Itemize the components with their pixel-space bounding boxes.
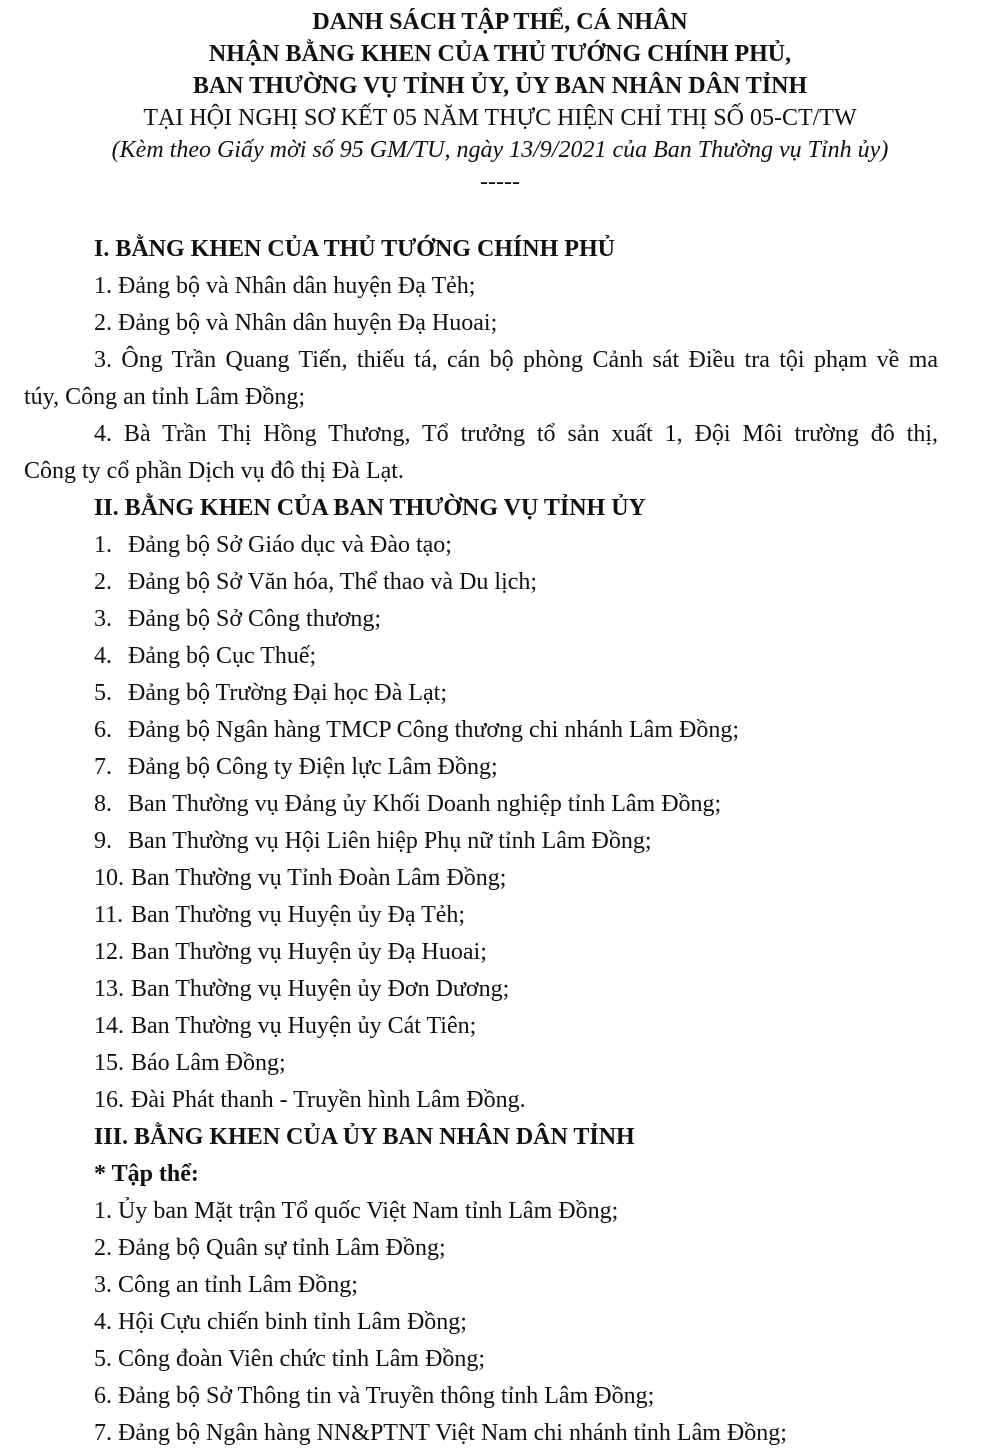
list-text: Đảng bộ Ngân hàng TMCP Công thương chi nhánh Lâm Đồng; bbox=[128, 717, 739, 743]
section-3-subtitle: * Tập thể: bbox=[94, 1161, 199, 1187]
list-text: Đảng bộ Trường Đại học Đà Lạt; bbox=[128, 680, 447, 706]
section-2-item bbox=[94, 789, 721, 819]
section-2-item bbox=[94, 974, 509, 1004]
section-1-title: I. BẰNG KHEN CỦA THỦ TƯỚNG CHÍNH PHỦ bbox=[94, 236, 615, 262]
section-3-item: 5. Công đoàn Viên chức tỉnh Lâm Đồng; bbox=[94, 1346, 486, 1372]
list-text: Đảng bộ Công ty Điện lực Lâm Đồng; bbox=[128, 754, 498, 780]
section-2-item bbox=[94, 678, 447, 708]
section-2-item bbox=[94, 641, 316, 671]
list-number: 6. bbox=[94, 717, 112, 743]
list-number: 15. bbox=[94, 1050, 124, 1076]
section-1-item: 1. Đảng bộ và Nhân dân huyện Đạ Tẻh; bbox=[94, 273, 476, 299]
section-1-item-4-text: 4. Bà Trần Thị Hồng Thương, Tổ trưởng tổ sản xuất 1, Đội Môi trường đô thị, bbox=[94, 421, 938, 447]
list-number: 14. bbox=[94, 1013, 124, 1039]
list-number: 11. bbox=[94, 902, 124, 928]
list-text: Ban Thường vụ Hội Liên hiệp Phụ nữ tỉnh Lâm Đồng; bbox=[128, 828, 652, 854]
section-1-item-continuation: Công ty cổ phần Dịch vụ đô thị Đà Lạt. bbox=[24, 458, 404, 484]
section-1-item: 2. Đảng bộ và Nhân dân huyện Đạ Huoai; bbox=[94, 310, 498, 336]
section-3-item: 2. Đảng bộ Quân sự tỉnh Lâm Đồng; bbox=[94, 1235, 446, 1261]
section-3-item: 4. Hội Cựu chiến binh tỉnh Lâm Đồng; bbox=[94, 1309, 467, 1335]
section-2-item bbox=[94, 1085, 526, 1115]
list-number: 1. bbox=[94, 532, 112, 558]
list-text: Ban Thường vụ Tỉnh Đoàn Lâm Đồng; bbox=[131, 865, 507, 891]
list-text: Đài Phát thanh - Truyền hình Lâm Đồng. bbox=[131, 1087, 526, 1113]
section-2-item bbox=[94, 567, 537, 597]
header-separator: ----- bbox=[480, 169, 520, 195]
list-text: Đảng bộ Cục Thuế; bbox=[128, 643, 317, 669]
section-2-item bbox=[94, 1048, 286, 1078]
list-number: 4. bbox=[94, 643, 112, 669]
section-2-item bbox=[94, 1011, 476, 1041]
section-3-item: 6. Đảng bộ Sở Thông tin và Truyền thông tỉnh Lâm Đồng; bbox=[94, 1383, 655, 1409]
document-header bbox=[0, 6, 1000, 198]
list-text: Đảng bộ Sở Công thương; bbox=[128, 606, 382, 632]
section-2-item bbox=[94, 715, 739, 745]
list-text: Đảng bộ Sở Giáo dục và Đào tạo; bbox=[128, 532, 452, 558]
list-number: 5. bbox=[94, 680, 112, 706]
section-3-title: III. BẰNG KHEN CỦA ỦY BAN NHÂN DÂN TỈNH bbox=[94, 1124, 635, 1150]
section-1-item-continuation: túy, Công an tỉnh Lâm Đồng; bbox=[24, 384, 306, 410]
list-number: 12. bbox=[94, 939, 124, 965]
section-1-item-line bbox=[94, 345, 938, 375]
list-text: Đảng bộ Sở Văn hóa, Thể thao và Du lịch; bbox=[128, 569, 538, 595]
section-2-item bbox=[94, 900, 465, 930]
list-text: Báo Lâm Đồng; bbox=[131, 1050, 286, 1076]
section-2-item bbox=[94, 752, 498, 782]
section-1-item-line bbox=[94, 419, 938, 449]
section-1-item-3-text: 3. Ông Trần Quang Tiến, thiếu tá, cán bộ phòng Cảnh sát Điều tra tội phạm về ma bbox=[94, 347, 938, 373]
list-text: Ban Thường vụ Huyện ủy Đạ Huoai; bbox=[131, 939, 487, 965]
section-2-title: II. BẰNG KHEN CỦA BAN THƯỜNG VỤ TỈNH ỦY bbox=[94, 495, 646, 521]
list-number: 3. bbox=[94, 606, 112, 632]
list-number: 16. bbox=[94, 1087, 124, 1113]
section-3-item: 7. Đảng bộ Ngân hàng NN&PTNT Việt Nam chi nhánh tỉnh Lâm Đồng; bbox=[94, 1420, 787, 1446]
list-number: 10. bbox=[94, 865, 124, 891]
header-reference-note: (Kèm theo Giấy mời số 95 GM/TU, ngày 13/9/2021 của Ban Thường vụ Tỉnh ủy) bbox=[111, 137, 889, 163]
section-2-item bbox=[94, 530, 452, 560]
section-2-item bbox=[94, 826, 652, 856]
section-2-item bbox=[94, 863, 506, 893]
list-number: 13. bbox=[94, 976, 124, 1002]
section-2-item bbox=[94, 604, 381, 634]
list-text: Ban Thường vụ Đảng ủy Khối Doanh nghiệp tỉnh Lâm Đồng; bbox=[128, 791, 722, 817]
header-title-line-3: BAN THƯỜNG VỤ TỈNH ỦY, ỦY BAN NHÂN DÂN TỈNH bbox=[192, 73, 808, 99]
list-number: 8. bbox=[94, 791, 112, 817]
list-number: 7. bbox=[94, 754, 112, 780]
section-3-item: 1. Ủy ban Mặt trận Tổ quốc Việt Nam tỉnh Lâm Đồng; bbox=[94, 1198, 619, 1224]
list-text: Ban Thường vụ Huyện ủy Cát Tiên; bbox=[131, 1013, 477, 1039]
header-title-line-2: NHẬN BẰNG KHEN CỦA THỦ TƯỚNG CHÍNH PHỦ, bbox=[208, 41, 792, 67]
header-title-line-1: DANH SÁCH TẬP THỂ, CÁ NHÂN bbox=[312, 9, 688, 35]
list-text: Ban Thường vụ Huyện ủy Đạ Tẻh; bbox=[131, 902, 466, 928]
list-text: Ban Thường vụ Huyện ủy Đơn Dương; bbox=[131, 976, 510, 1002]
list-number: 2. bbox=[94, 569, 112, 595]
header-subtitle: TẠI HỘI NGHỊ SƠ KẾT 05 NĂM THỰC HIỆN CHỈ THỊ SỐ 05-CT/TW bbox=[143, 105, 857, 131]
list-number: 9. bbox=[94, 828, 112, 854]
section-3-item: 3. Công an tỉnh Lâm Đồng; bbox=[94, 1272, 358, 1298]
section-2-item bbox=[94, 937, 487, 967]
